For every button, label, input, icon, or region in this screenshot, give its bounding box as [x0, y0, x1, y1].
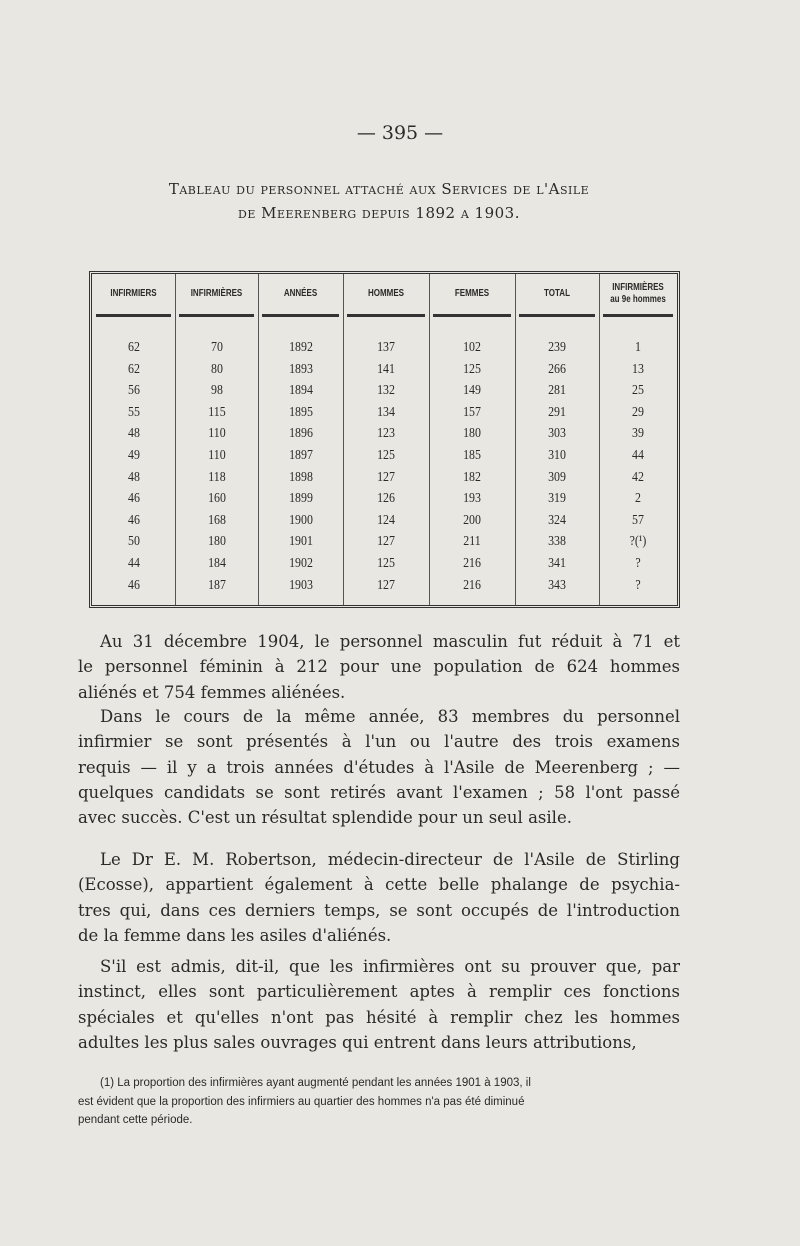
- table-cell: 157: [463, 404, 481, 420]
- table-cell: 216: [463, 577, 481, 593]
- header-rule: [433, 314, 511, 317]
- paragraph-line: Le Dr E. M. Robertson, médecin-directeur de l'Asile de Stirling: [100, 850, 680, 869]
- paragraph-line: de la femme dans les asiles d'aliénés.: [78, 925, 392, 945]
- table-cell: 125: [377, 448, 395, 463]
- column-header: TOTAL: [544, 288, 570, 299]
- table-cell: 49: [127, 448, 140, 463]
- table-cell: 56: [127, 383, 140, 399]
- table-cell: 1892: [288, 340, 313, 355]
- table-cell: 62: [127, 361, 140, 377]
- table-cell: 132: [377, 383, 395, 399]
- footnote-line: pendant cette période.: [78, 1114, 193, 1126]
- table-cell: 39: [632, 426, 644, 442]
- table-cell: 1900: [288, 512, 313, 528]
- page-number: — 395 —: [356, 122, 444, 144]
- paragraph-line: quelques candidats se sont retirés avant l'examen ; 58 l'ont passé: [78, 782, 680, 802]
- table-cell: 1898: [288, 469, 313, 485]
- table-cell: 44: [127, 556, 140, 571]
- table-cell: 126: [377, 491, 395, 507]
- column-header: INFIRMIÈRES au 9e hommes: [610, 282, 666, 305]
- table-cell: 13: [632, 361, 644, 377]
- table-cell: 180: [463, 426, 481, 442]
- table-cell: 110: [207, 448, 226, 463]
- table-cell: 185: [463, 448, 481, 463]
- table-cell: 70: [210, 340, 223, 355]
- table-cell: 2: [635, 491, 641, 507]
- table-cell: 46: [127, 512, 140, 528]
- header-rule: [262, 314, 339, 317]
- paragraph-line: Au 31 décembre 1904, le personnel masculin fut réduit à 71 et: [100, 632, 680, 651]
- header-rule: [519, 314, 595, 317]
- table-cell: 324: [548, 512, 566, 528]
- table-cell: 291: [548, 404, 566, 420]
- table-cell: 80: [210, 361, 223, 377]
- table-cell: 281: [548, 383, 566, 399]
- footnote-line: est évident que la proportion des infirmiers au quartier des hommes n'a pas été diminué: [78, 1095, 525, 1108]
- personnel-table: [89, 271, 680, 608]
- table-cell: 127: [377, 577, 395, 593]
- table-cell: ?(¹): [629, 534, 647, 550]
- table-cell: 211: [463, 534, 481, 550]
- table-cell: 125: [377, 556, 395, 571]
- table-cell: 1893: [288, 361, 313, 377]
- paragraph-line: S'il est admis, dit-il, que les infirmières ont su prouver que, par: [100, 957, 680, 976]
- table-cell: 168: [207, 512, 226, 528]
- table-cell: 182: [463, 469, 481, 485]
- table-cell: ?: [635, 556, 641, 571]
- table-cell: 341: [548, 556, 566, 571]
- table-cell: 98: [210, 383, 223, 399]
- column-divider: [258, 274, 259, 605]
- table-cell: 303: [548, 426, 566, 442]
- table-cell: 46: [127, 577, 140, 593]
- table-cell: 1902: [288, 556, 313, 571]
- table-cell: 149: [463, 383, 481, 399]
- table-cell: 42: [632, 469, 644, 485]
- table-cell: 160: [207, 491, 226, 507]
- table-cell: 141: [377, 361, 395, 377]
- table-title-line-1: Tableau du personnel attaché aux Services de l'Asile: [168, 180, 590, 198]
- table-cell: 1899: [288, 491, 313, 507]
- column-divider: [175, 274, 176, 605]
- paragraph-line: avec succès. C'est un résultat splendide pour un seul asile.: [78, 808, 572, 828]
- paragraph-line: (Ecosse), appartient également à cette belle phalange de psychia-: [78, 875, 680, 895]
- table-cell: 239: [548, 340, 566, 355]
- table-cell: 1903: [288, 577, 313, 593]
- table-cell: 309: [548, 469, 566, 485]
- column-header: HOMMES: [368, 288, 404, 299]
- table-cell: 57: [632, 512, 644, 528]
- paragraph-line: le personnel féminin à 212 pour une population de 624 hommes: [78, 657, 680, 677]
- table-cell: 110: [207, 426, 226, 442]
- table-cell: 115: [207, 404, 226, 420]
- table-cell: 55: [127, 404, 140, 420]
- paragraph-line: instinct, elles sont particulièrement aptes à remplir ces fonctions: [78, 982, 680, 1002]
- paragraph-line: infirmier se sont présentés à l'un ou l'autre des trois examens: [78, 732, 680, 752]
- table-title-line-2: de Meerenberg depuis 1892 a 1903.: [238, 204, 520, 222]
- footnote-line: (1) La proportion des infirmières ayant augmenté pendant les années 1901 à 1903, il: [100, 1077, 531, 1089]
- column-divider: [515, 274, 516, 605]
- table-cell: 44: [632, 448, 644, 463]
- column-divider: [599, 274, 600, 605]
- table-cell: 1897: [288, 448, 313, 463]
- table-cell: 102: [463, 340, 481, 355]
- table-cell: 127: [377, 469, 395, 485]
- table-cell: 184: [207, 556, 226, 571]
- header-rule: [96, 314, 171, 317]
- table-cell: 46: [127, 491, 140, 507]
- table-cell: 1896: [288, 426, 313, 442]
- table-cell: 310: [548, 448, 566, 463]
- header-rule: [347, 314, 425, 317]
- table-cell: 180: [207, 534, 226, 550]
- paragraph-line: aliénés et 754 femmes aliénées.: [78, 682, 346, 702]
- table-cell: 25: [632, 383, 644, 399]
- table-cell: 338: [548, 534, 566, 550]
- table-cell: 125: [463, 361, 481, 377]
- table-cell: 124: [377, 512, 395, 528]
- paragraph-line: requis — il y a trois années d'études à l'Asile de Meerenberg ; —: [78, 757, 680, 777]
- table-cell: 343: [548, 577, 566, 593]
- table-cell: 1894: [288, 383, 313, 399]
- column-divider: [429, 274, 430, 605]
- table-cell: 29: [632, 404, 644, 420]
- header-rule: [179, 314, 254, 317]
- column-header: FEMMES: [454, 288, 490, 299]
- table-cell: 48: [127, 469, 140, 485]
- table-cell: 319: [548, 491, 566, 507]
- table-cell: 1895: [288, 404, 313, 420]
- table-cell: 48: [127, 426, 140, 442]
- column-header: INFIRMIERS: [110, 288, 157, 299]
- column-header: INFIRMIÈRES: [190, 288, 243, 299]
- paragraph-line: adultes les plus sales ouvrages qui entrent dans leurs attributions,: [78, 1032, 637, 1052]
- table-cell: 50: [127, 534, 140, 550]
- paragraph-line: Dans le cours de la même année, 83 membres du personnel: [100, 707, 680, 726]
- table-cell: 134: [377, 404, 395, 420]
- table-cell: 118: [207, 469, 226, 485]
- table-cell: 127: [377, 534, 395, 550]
- table-cell: 216: [463, 556, 481, 571]
- header-rule: [603, 314, 673, 317]
- column-header: ANNÉES: [283, 288, 318, 299]
- paragraph-line: spéciales et qu'elles n'ont pas hésité à remplir chez les hommes: [78, 1007, 680, 1027]
- table-cell: 187: [207, 577, 226, 593]
- table-cell: 1901: [288, 534, 313, 550]
- table-cell: ?: [635, 577, 641, 593]
- paragraph-line: tres qui, dans ces derniers temps, se sont occupés de l'introduction: [78, 900, 680, 920]
- table-cell: 266: [548, 361, 566, 377]
- table-cell: 193: [463, 491, 481, 507]
- table-cell: 123: [377, 426, 395, 442]
- table-cell: 137: [377, 340, 395, 355]
- column-divider: [343, 274, 344, 605]
- table-cell: 200: [463, 512, 481, 528]
- table-cell: 1: [635, 340, 641, 355]
- table-cell: 62: [127, 340, 140, 355]
